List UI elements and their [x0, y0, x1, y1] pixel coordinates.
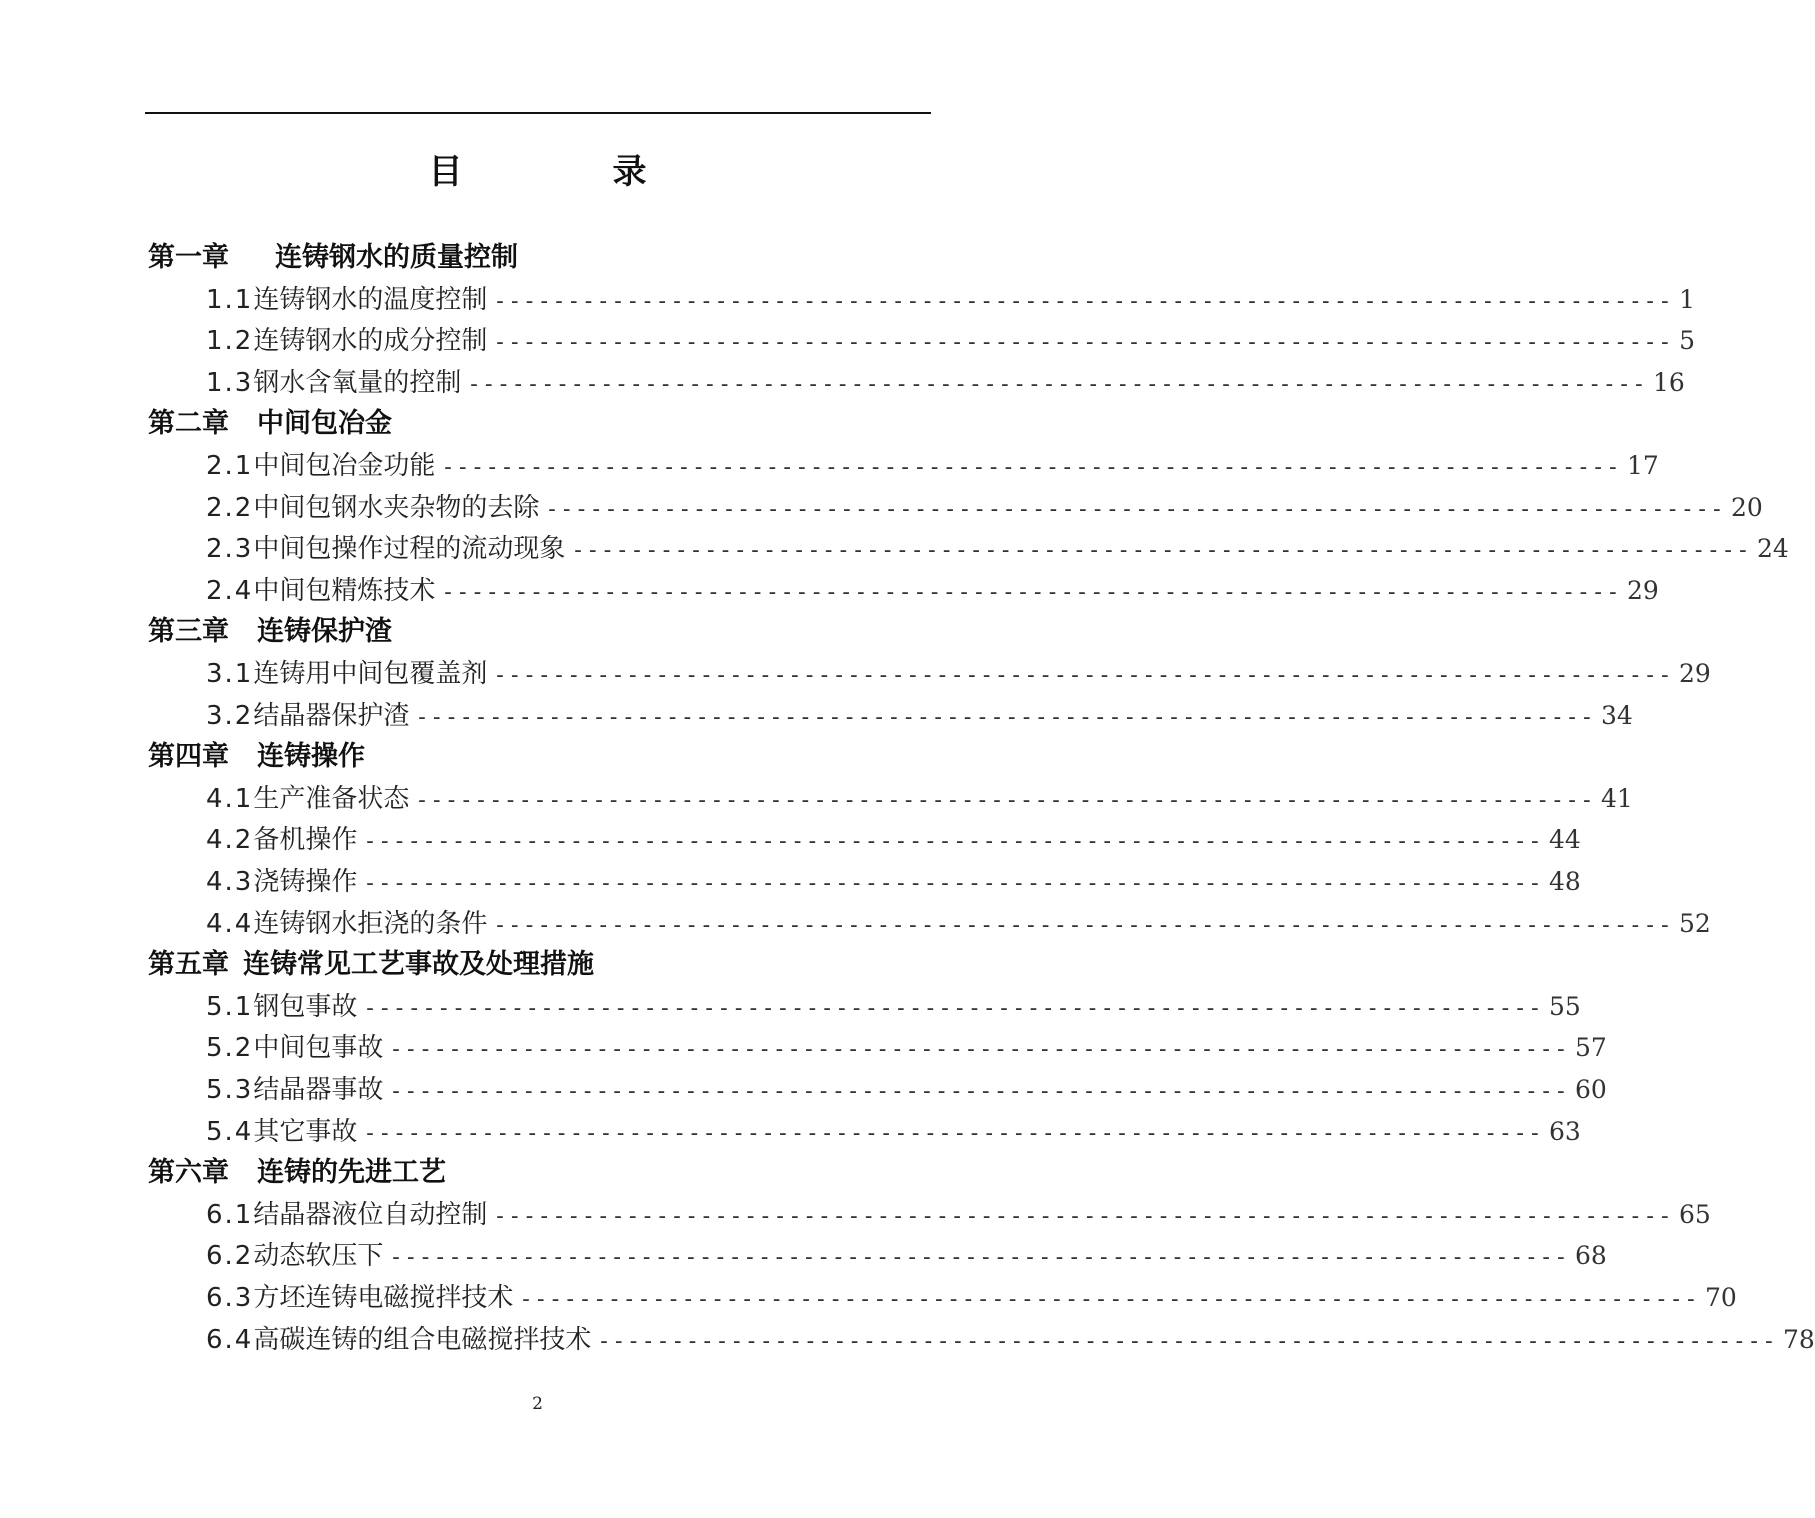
section-title: 中间包事故 — [253, 1033, 384, 1064]
section-page: 63 — [1548, 1116, 1581, 1146]
section-page: 68 — [1574, 1241, 1607, 1271]
chapter-title: 连铸常见工艺事故及处理措施 — [243, 949, 594, 981]
section-number: 3.2 — [206, 700, 254, 731]
section-number: 4.4 — [206, 908, 254, 939]
section-number: 2.3 — [206, 534, 254, 565]
section-title: 钢包事故 — [253, 991, 358, 1022]
toc-entry[interactable] — [206, 1028, 1607, 1068]
section-number: 4.2 — [206, 825, 254, 856]
section-title: 结晶器保护渣 — [253, 700, 410, 731]
dot-leader: -------------------------------------------------------------------------------- — [389, 1037, 1569, 1063]
section-page: 57 — [1574, 1033, 1607, 1063]
dot-leader: -------------------------------------------------------------------------------- — [389, 1245, 1569, 1271]
dot-leader: -------------------------------------------------------------------------------- — [493, 912, 1673, 938]
dot-leader: -------------------------------------------------------------------------------- — [597, 1328, 1777, 1354]
dot-leader: -------------------------------------------------------------------------------- — [441, 579, 1621, 605]
section-title: 中间包冶金功能 — [253, 451, 436, 481]
header-rule — [145, 112, 931, 114]
section-title: 结晶器事故 — [253, 1075, 384, 1105]
toc-entry[interactable] — [206, 571, 1659, 611]
chapter-label: 第一章 — [148, 242, 229, 273]
chapter-heading[interactable] — [148, 404, 392, 444]
chapter-label: 第四章 — [148, 741, 229, 773]
toc-entry[interactable] — [206, 280, 1695, 320]
section-page: 1 — [1679, 284, 1695, 314]
section-page: 60 — [1574, 1075, 1607, 1104]
chapter-title: 中间包冶金 — [257, 408, 392, 440]
dot-leader: -------------------------------------------------------------------------------- — [363, 871, 1543, 896]
dot-leader: -------------------------------------------------------------------------------- — [363, 995, 1543, 1021]
section-title: 备机操作 — [253, 825, 358, 856]
toc-entry[interactable] — [206, 1112, 1581, 1152]
toc-entry[interactable] — [206, 1236, 1607, 1276]
chapter-label: 第五章 — [148, 949, 229, 981]
dot-leader: -------------------------------------------------------------------------------- — [493, 663, 1673, 688]
section-number: 6.4 — [206, 1324, 254, 1355]
chapter-heading[interactable] — [148, 1153, 446, 1193]
chapter-heading[interactable] — [148, 612, 392, 652]
section-number: 4.3 — [206, 867, 254, 897]
toc-entry[interactable] — [206, 488, 1763, 528]
chapter-title: 连铸保护渣 — [257, 616, 392, 648]
page-number: 2 — [532, 1394, 543, 1414]
toc-entry[interactable] — [206, 1278, 1737, 1318]
dot-leader: -------------------------------------------------------------------------------- — [363, 1120, 1543, 1146]
dot-leader: -------------------------------------------------------------------------------- — [519, 1287, 1699, 1312]
dot-leader: -------------------------------------------------------------------------------- — [415, 787, 1595, 813]
section-number: 6.3 — [206, 1283, 254, 1313]
dot-leader: -------------------------------------------------------------------------------- — [389, 1079, 1569, 1104]
chapter-title: 连铸钢水的质量控制 — [275, 242, 518, 273]
dot-leader: -------------------------------------------------------------------------------- — [415, 704, 1595, 730]
toc-entry[interactable] — [206, 904, 1711, 944]
section-title: 连铸用中间包覆盖剂 — [253, 659, 488, 689]
section-page: 78 — [1782, 1324, 1815, 1354]
section-title: 连铸钢水拒浇的条件 — [253, 908, 488, 939]
section-page: 44 — [1548, 825, 1581, 855]
section-number: 2.4 — [206, 575, 254, 606]
section-number: 3.1 — [206, 659, 254, 689]
dot-leader: -------------------------------------------------------------------------------- — [493, 330, 1673, 356]
dot-leader: -------------------------------------------------------------------------------- — [493, 1203, 1673, 1229]
section-title: 中间包精炼技术 — [253, 575, 436, 606]
toc-entry[interactable] — [206, 654, 1711, 694]
section-number: 5.2 — [206, 1033, 254, 1064]
section-number: 5.4 — [206, 1116, 254, 1147]
section-title: 动态软压下 — [253, 1241, 384, 1272]
toc-entry[interactable] — [206, 696, 1633, 736]
section-page: 29 — [1678, 659, 1711, 688]
section-page: 52 — [1678, 908, 1711, 938]
section-title: 中间包钢水夹杂物的去除 — [253, 492, 540, 523]
chapter-heading[interactable] — [148, 945, 594, 985]
toc-entry[interactable] — [206, 321, 1695, 361]
section-page: 41 — [1600, 783, 1633, 813]
toc-entry[interactable] — [206, 779, 1633, 819]
section-page: 48 — [1548, 867, 1581, 896]
section-title: 高碳连铸的组合电磁搅拌技术 — [253, 1324, 592, 1355]
section-page: 34 — [1600, 700, 1633, 730]
chapter-title: 连铸的先进工艺 — [257, 1157, 446, 1189]
toc-entry[interactable] — [206, 529, 1789, 569]
section-number: 6.2 — [206, 1241, 254, 1272]
chapter-label: 第六章 — [148, 1157, 229, 1189]
chapter-label: 第二章 — [148, 408, 229, 440]
chapter-heading[interactable] — [148, 737, 365, 777]
section-title: 连铸钢水的成分控制 — [253, 326, 488, 357]
section-title: 连铸钢水的温度控制 — [253, 284, 488, 315]
chapter-heading[interactable] — [148, 238, 518, 278]
section-number: 2.1 — [206, 451, 254, 481]
section-page: 65 — [1678, 1199, 1711, 1229]
toc-entry[interactable] — [206, 1195, 1711, 1235]
section-page: 29 — [1626, 575, 1659, 605]
toc-entry[interactable] — [206, 363, 1685, 403]
section-page: 24 — [1756, 534, 1789, 564]
toc-entry[interactable] — [206, 987, 1581, 1027]
section-title: 中间包操作过程的流动现象 — [253, 534, 566, 565]
section-page: 20 — [1730, 492, 1763, 522]
toc-entry[interactable] — [206, 1320, 1815, 1360]
section-title: 方坯连铸电磁搅拌技术 — [253, 1283, 514, 1313]
section-page: 17 — [1626, 451, 1659, 480]
toc-entry[interactable] — [206, 820, 1581, 860]
toc-entry[interactable] — [206, 446, 1659, 486]
section-number: 5.3 — [206, 1075, 254, 1105]
section-number: 6.1 — [206, 1199, 254, 1230]
dot-leader: -------------------------------------------------------------------------------- — [545, 496, 1725, 522]
section-title: 浇铸操作 — [253, 867, 358, 897]
section-number: 4.1 — [206, 783, 254, 814]
dot-leader: -------------------------------------------------------------------------------- — [493, 288, 1673, 314]
toc-entry[interactable] — [206, 862, 1581, 902]
section-number: 1.2 — [206, 326, 254, 357]
section-title: 结晶器液位自动控制 — [253, 1199, 488, 1230]
section-page: 55 — [1548, 991, 1581, 1021]
section-title: 其它事故 — [253, 1116, 358, 1147]
section-number: 1.1 — [206, 284, 254, 315]
chapter-label: 第三章 — [148, 616, 229, 648]
dot-leader: -------------------------------------------------------------------------------- — [467, 371, 1647, 397]
toc-title: 目 录 — [428, 152, 705, 192]
chapter-title: 连铸操作 — [257, 741, 365, 773]
section-page: 16 — [1652, 367, 1685, 397]
section-page: 5 — [1679, 326, 1695, 356]
section-number: 5.1 — [206, 991, 254, 1022]
dot-leader: -------------------------------------------------------------------------------- — [571, 538, 1751, 564]
toc-entry[interactable] — [206, 1070, 1607, 1110]
section-number: 2.2 — [206, 492, 254, 523]
dot-leader: -------------------------------------------------------------------------------- — [363, 829, 1543, 855]
section-title: 钢水含氧量的控制 — [253, 367, 462, 398]
section-title: 生产准备状态 — [253, 783, 410, 814]
section-page: 70 — [1704, 1283, 1737, 1312]
section-number: 1.3 — [206, 367, 254, 398]
dot-leader: -------------------------------------------------------------------------------- — [441, 455, 1621, 480]
